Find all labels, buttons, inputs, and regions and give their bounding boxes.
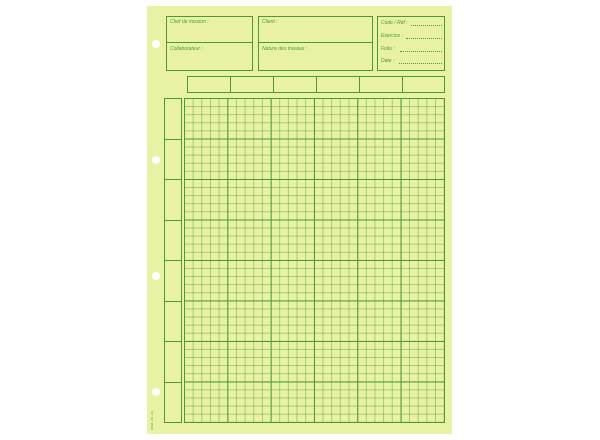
row-label-column bbox=[164, 98, 182, 423]
nature-des-travaux-label: Nature des travaux : bbox=[262, 46, 308, 52]
punch-hole bbox=[152, 40, 160, 48]
fill-line bbox=[411, 25, 442, 26]
reference-box bbox=[377, 16, 445, 71]
client-label: Client : bbox=[262, 19, 278, 25]
chef-de-mission-label: Chef de mission : bbox=[170, 19, 209, 25]
mission-box bbox=[166, 16, 253, 71]
column-divider bbox=[402, 76, 403, 93]
code-ref-label: Code / Réf : bbox=[381, 20, 408, 26]
date-label: Date : bbox=[381, 58, 395, 64]
row-divider bbox=[164, 341, 182, 342]
row-divider bbox=[164, 179, 182, 180]
divider bbox=[258, 42, 373, 43]
folio-label: Folio : bbox=[381, 46, 395, 52]
row-divider bbox=[164, 301, 182, 302]
row-divider bbox=[164, 260, 182, 261]
punch-hole bbox=[152, 388, 160, 396]
column-divider bbox=[359, 76, 360, 93]
column-header-row bbox=[187, 76, 445, 93]
column-divider bbox=[230, 76, 231, 93]
exercice-label: Exercice : bbox=[381, 33, 403, 39]
fill-line bbox=[406, 38, 442, 39]
row-divider bbox=[164, 139, 182, 140]
fill-line bbox=[400, 51, 442, 52]
form-reference: ODM - 09 - 03 bbox=[150, 410, 154, 430]
divider bbox=[166, 42, 253, 43]
column-divider bbox=[273, 76, 274, 93]
column-divider bbox=[316, 76, 317, 93]
fill-line bbox=[399, 63, 442, 64]
row-divider bbox=[164, 220, 182, 221]
punch-hole bbox=[152, 272, 160, 280]
row-divider bbox=[164, 382, 182, 383]
client-box bbox=[258, 16, 373, 71]
collaborateur-label: Collaborateur : bbox=[170, 46, 203, 52]
punch-hole bbox=[152, 156, 160, 164]
ledger-grid bbox=[184, 98, 445, 423]
